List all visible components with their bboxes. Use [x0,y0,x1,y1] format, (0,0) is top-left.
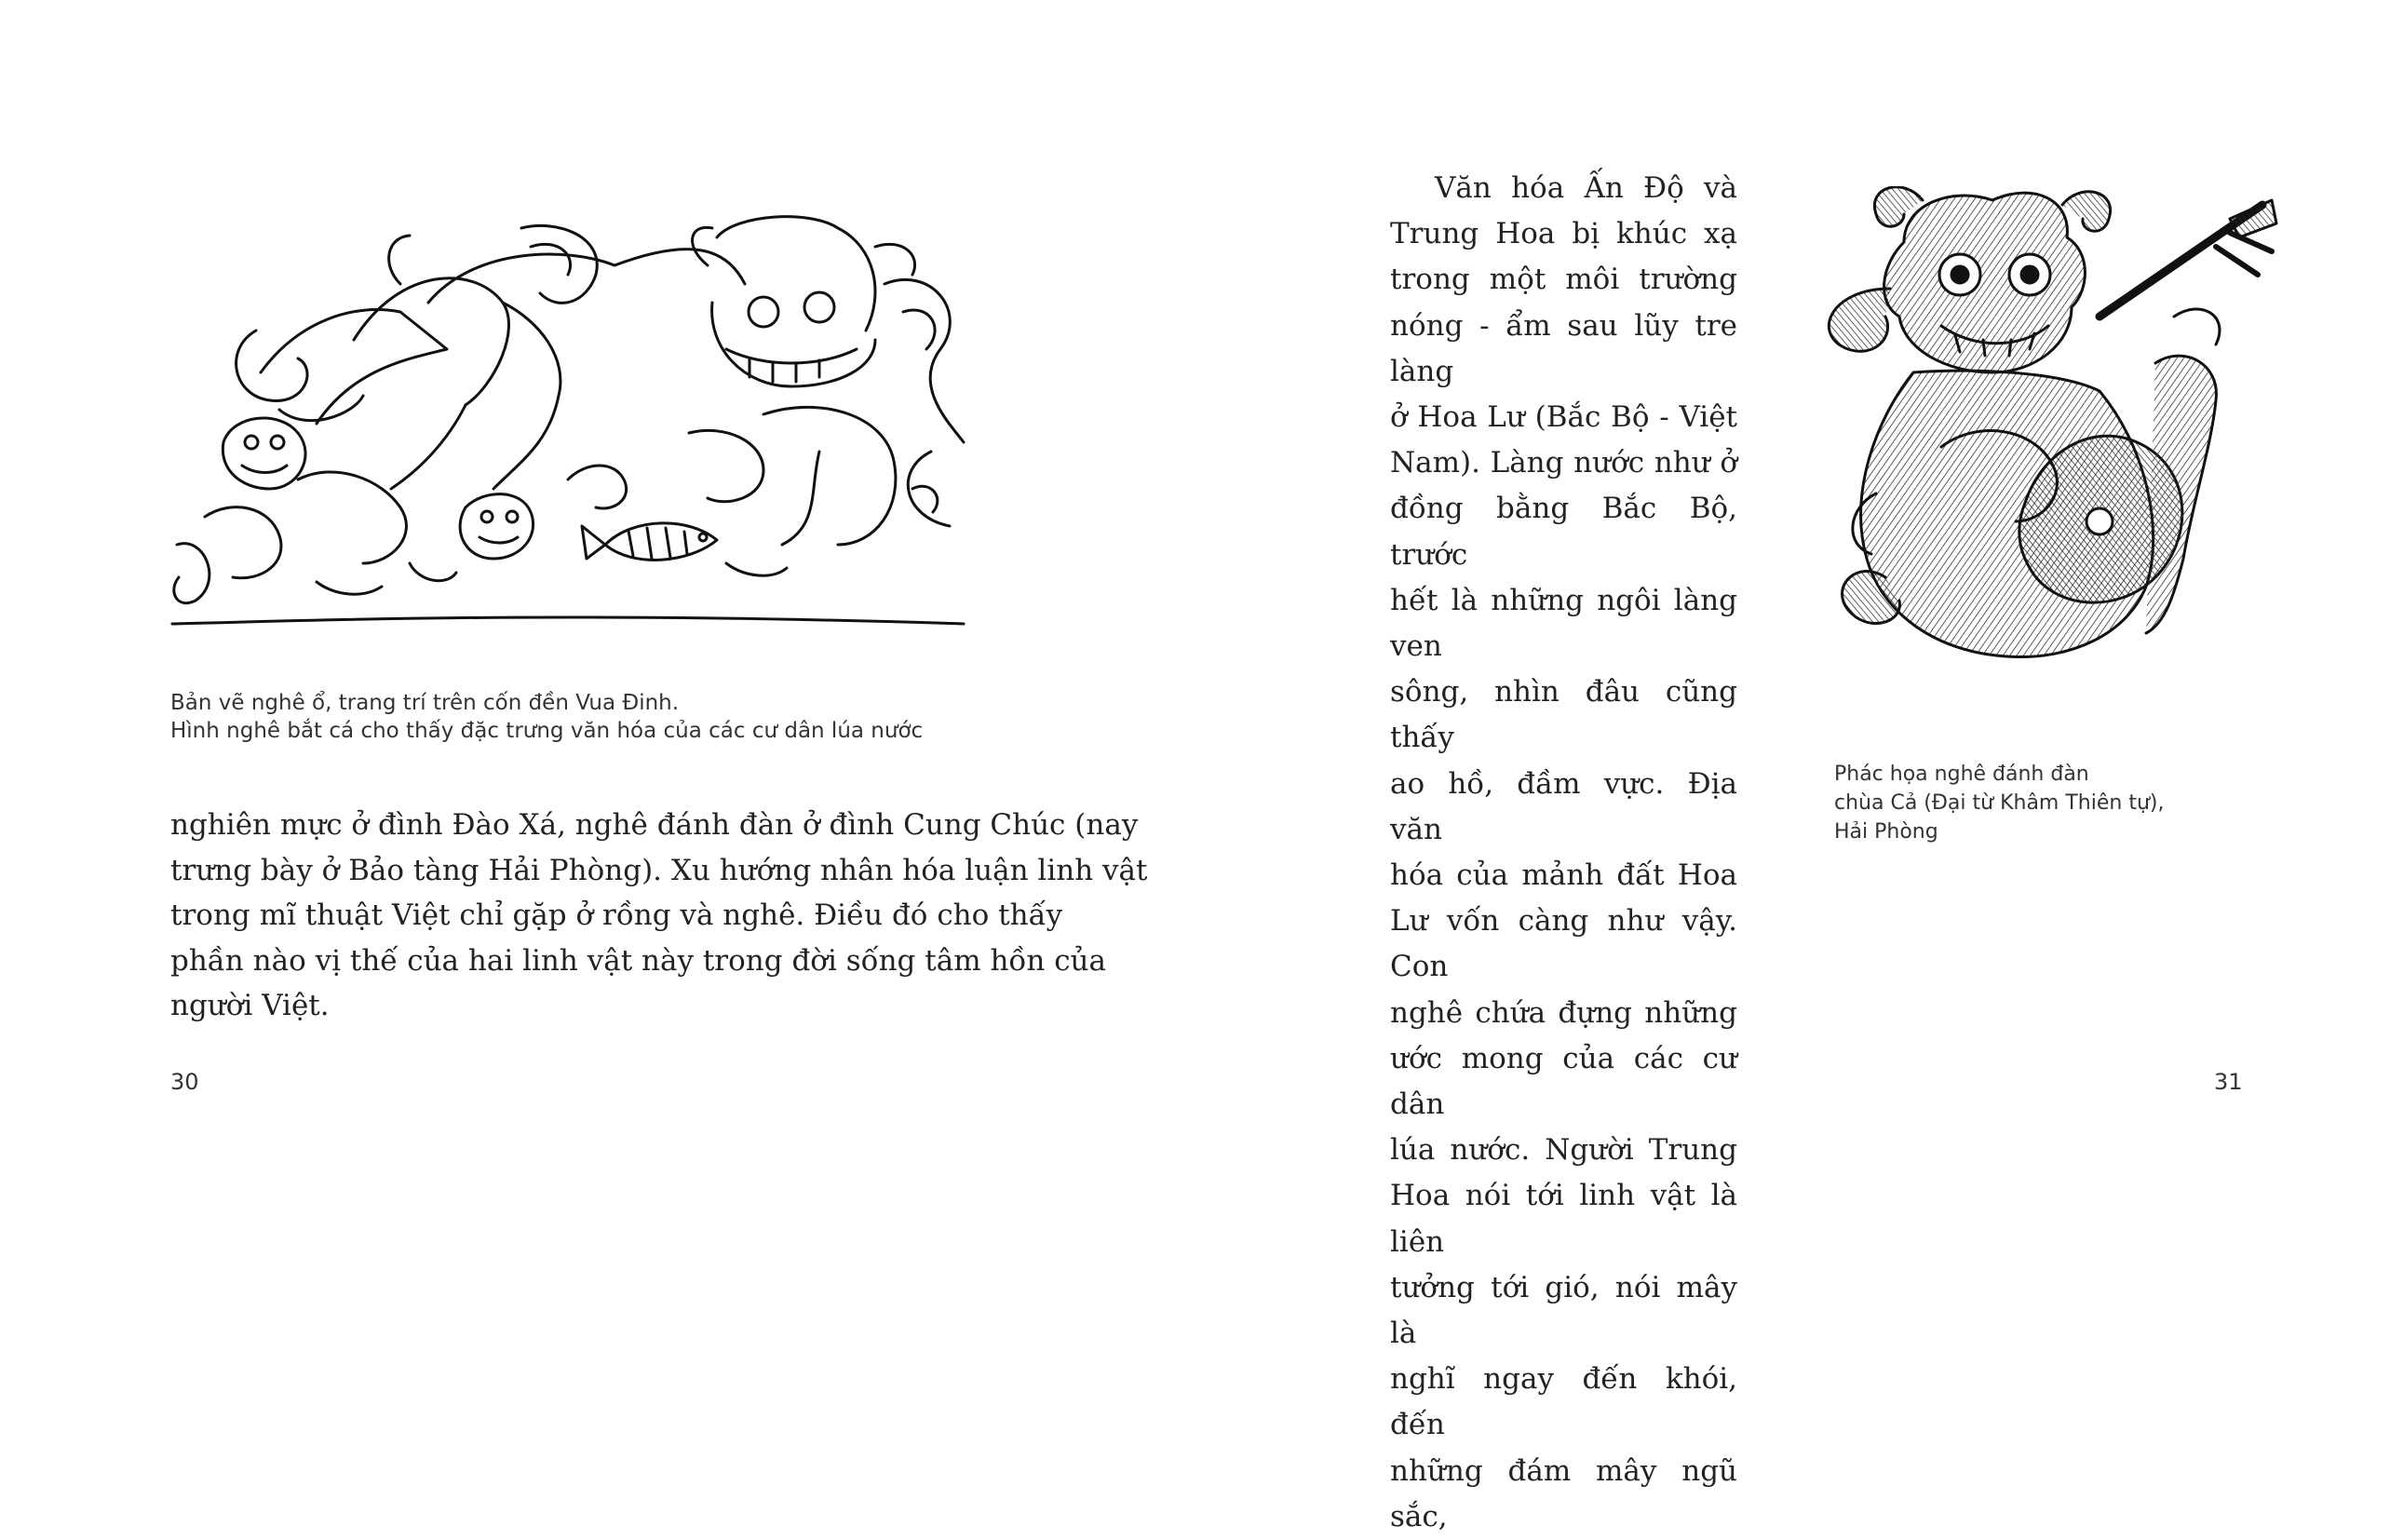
body-line: nghê chứa đựng những [1390,995,1737,1030]
body-line: Trung Hoa bị khúc xạ [1390,217,1737,251]
caption-line: Hình nghê bắt cá cho thấy đặc trưng văn hóa của các cư dân lúa nước [170,719,924,743]
body-line: nghĩ ngay đến khói, đến [1390,1362,1737,1442]
body-line: ao hồ, đầm vực. Địa văn [1390,766,1737,846]
body-line: những đám mây ngũ sắc, [1390,1453,1737,1533]
body-line: người Việt. [170,989,330,1022]
right-figure-caption [1834,760,2188,846]
body-line: trong mĩ thuật Việt chỉ gặp ở rồng và nghê. Điều đó cho thấy [170,898,1063,932]
right-body-text [1390,166,1737,1540]
body-line: tưởng tới gió, nói mây là [1390,1270,1737,1351]
caption-line: Hải Phòng [1834,820,1938,844]
body-line: Văn hóa Ấn Độ và [1435,171,1737,205]
caption-line: chùa Cả (Đại từ Khâm Thiên tự), [1834,791,2165,815]
body-line: ước mong của các cư dân [1390,1041,1737,1122]
nghe-o-illustration [168,209,968,628]
body-line: Hoa nói tới linh vật là liên [1390,1179,1737,1259]
page-number: 30 [170,1069,199,1095]
body-line: hết là những ngôi làng ven [1390,583,1737,664]
page-number: 31 [2214,1069,2243,1095]
body-line: nghiên mực ở đình Đào Xá, nghê đánh đàn ở đình Cung Chúc (nay [170,808,1139,842]
body-line: trong một môi trường [1390,263,1737,297]
body-line: nóng - ẩm sau lũy tre làng [1390,308,1737,388]
body-line: Nam). Làng nước như ở [1390,446,1737,480]
left-page [0,0,1195,1217]
left-figure-caption [170,689,1008,745]
body-line: đồng bằng Bắc Bộ, trước [1390,492,1737,572]
body-line: sông, nhìn đâu cũng thấy [1390,675,1737,755]
body-line: trưng bày ở Bảo tàng Hải Phòng). Xu hướng nhân hóa luận linh vật [170,853,1148,887]
body-line: hóa của mảnh đất Hoa [1390,858,1737,893]
body-line: Lư vốn càng như vậy. Con [1390,904,1737,984]
caption-line: Phác họa nghê đánh đàn [1834,763,2089,786]
caption-line: Bản vẽ nghê ổ, trang trí trên cốn đền Vua Đinh. [170,691,680,715]
left-body-text [170,803,1148,1029]
body-line: lúa nước. Người Trung [1390,1133,1737,1168]
body-line: phần nào vị thế của hai linh vật này trong đời sống tâm hồn của [170,943,1107,978]
nghe-danh-dan-illustration [1792,186,2281,680]
body-line: ở Hoa Lư (Bắc Bộ - Việt [1390,400,1737,435]
